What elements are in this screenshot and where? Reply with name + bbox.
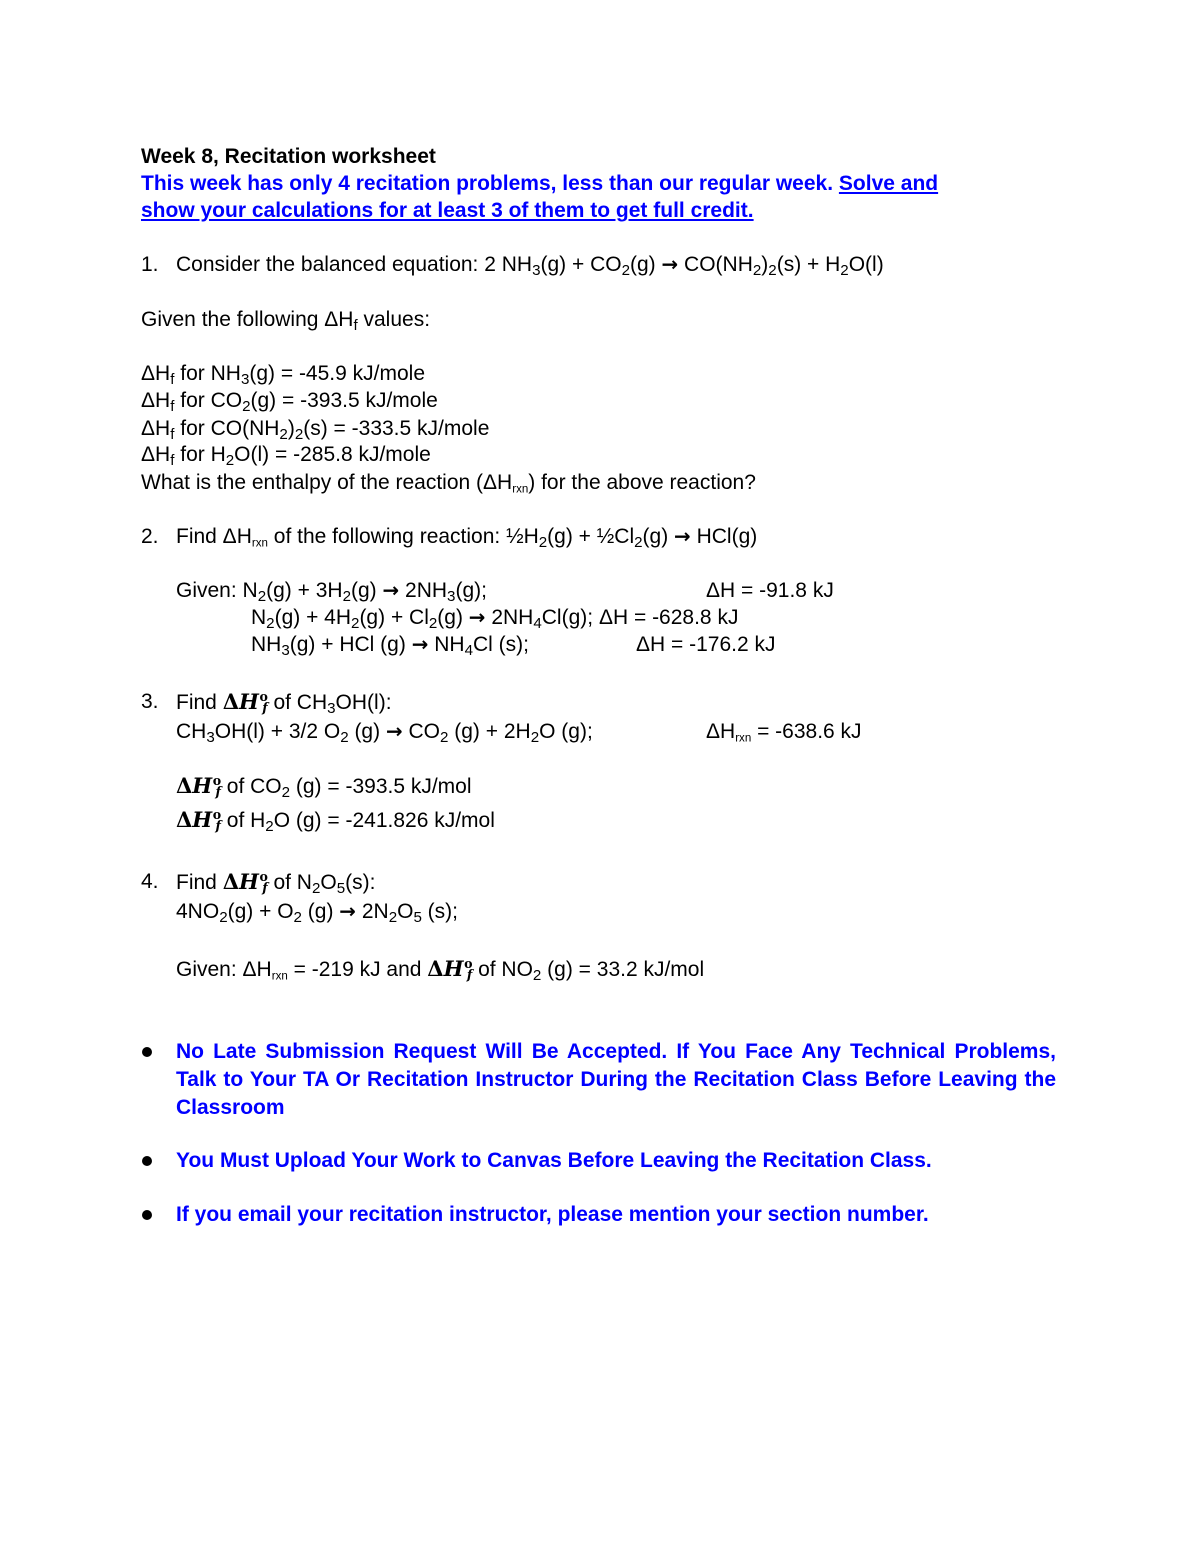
delta-hf-symbol: $\Delta H^of$: [222, 688, 268, 716]
delta-hf-symbol: $\Delta H^of$: [427, 955, 473, 983]
problem-2-given-3: $NH_3(g)$ + HCl $(g) \to NH_4Cl$ (s);: [251, 632, 529, 659]
worksheet-title: Week 8, Recitation worksheet: [141, 145, 436, 168]
notice-late-submission: No Late Submission Request Will Be Accepted. If You Face Any Technical Problems, Talk to Your TA Or Recitation Instructor During the Recitation Class Before Leaving the Classroom: [176, 1040, 1056, 1119]
delta-hf-symbol: $\Delta H^of$: [176, 772, 222, 800]
problem-4-number: 4.: [141, 870, 159, 893]
problem-2-given-1: Given: $N_2(g) + 3H_2(g) \to 2NH_3(g)$;: [176, 578, 487, 605]
problem-1-stem: Consider the balanced equation: 2 $NH_3(g) + CO_2(g) \to CO(NH_2)_2(s) + H_2O(l)$: [176, 252, 884, 279]
delta-hf-symbol: $\Delta H^of$: [222, 868, 268, 896]
problem-1-value-row: $\Delta H_f$ for $CO_2(g) = -393.5$ kJ/mole: [141, 389, 438, 415]
problem-4-equation: $4NO_2(g) + O_2$ $(g) \to 2N_2O_5$ (s);: [176, 899, 458, 926]
problem-1-value-row: $\Delta H_f$ for $NH_3(g) = -45.9$ kJ/mole: [141, 362, 425, 388]
problem-3-dh-rxn: ΔHrxn = -638.6 kJ: [706, 720, 862, 745]
problem-1-value-row: $\Delta H_f$ for $H_2O(l) = -285.8$ kJ/mole: [141, 443, 431, 469]
problem-3-co2-value: $\Delta H^of$ of $CO_2$ (g) = -393.5 kJ/mol: [176, 772, 472, 801]
bullet-icon: [142, 1047, 152, 1057]
notice-upload-canvas: You Must Upload Your Work to Canvas Before Leaving the Recitation Class.: [176, 1149, 932, 1172]
problem-2-number: 2.: [141, 525, 159, 548]
problem-1-value-row: $\Delta H_f$ for $CO(NH_2)_2(s) = -333.5$ kJ/mole: [141, 417, 490, 443]
bullet-icon: [142, 1210, 152, 1220]
problem-2-stem: Find ΔHrxn of the following reaction: $\frac{1}{2}H_2(g)$ + $\frac{1}{2}Cl_2(g) \to HCl(g)$: [176, 524, 758, 551]
problem-2-dh-1: ΔH = -91.8 kJ: [706, 579, 834, 602]
problem-3-h2o-value: $\Delta H^of$ of $H_2O$ (g) = -241.826 kJ/mol: [176, 806, 495, 835]
problem-3-stem: Find $\Delta H^of$ of $CH_3OH(l)$:: [176, 688, 392, 717]
intro-line-2: show your calculations for at least 3 of them to get full credit.: [141, 199, 754, 222]
notice-email-instructor: If you email your recitation instructor, please mention your section number.: [176, 1203, 929, 1226]
problem-1-question: What is the enthalpy of the reaction (ΔHrxn) for the above reaction?: [141, 471, 756, 496]
intro-text: This week has only 4 recitation problems, less than our regular week.: [141, 172, 839, 195]
intro-emphasis: Solve and: [838, 172, 939, 195]
problem-4-given: Given: ΔHrxn = -219 kJ and $\Delta H^of$ of $NO_2$ (g) = 33.2 kJ/mol: [176, 955, 705, 984]
problem-3-number: 3.: [141, 690, 159, 713]
bullet-icon: [142, 1156, 152, 1166]
problem-2-given-2: $N_2(g) + 4H_2(g) + Cl_2(g) \to 2NH_4Cl(g)$; ΔH = -628.8 kJ: [251, 605, 739, 632]
problem-2-dh-3: ΔH = -176.2 kJ: [636, 633, 776, 656]
delta-hf-symbol: $\Delta H^of$: [176, 806, 222, 834]
problem-3-equation: $CH_3OH(l) + 3/2$ $O_2$ $(g) \to CO_2$ $(g) + 2H_2O$ (g);: [176, 719, 593, 746]
problem-4-stem: Find $\Delta H^of$ of $N_2O_5(s)$:: [176, 868, 376, 897]
problem-1-given-label: Given the following $\Delta H_f$ values:: [141, 308, 431, 334]
problem-1-number: 1.: [141, 253, 159, 276]
intro-line-1: [141, 173, 938, 194]
